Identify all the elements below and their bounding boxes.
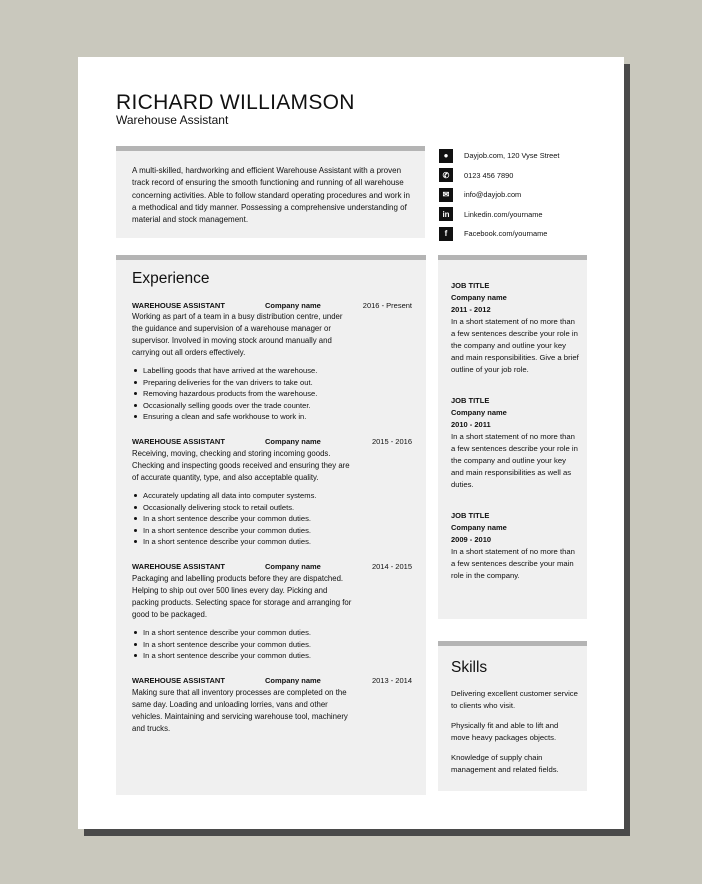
email-icon: ✉: [439, 188, 453, 202]
previous-job-title: JOB TITLE: [451, 281, 490, 290]
job-title: WAREHOUSE ASSISTANT: [132, 676, 225, 686]
duty-item: In a short sentence describe your common duties.: [132, 525, 412, 537]
duty-item: Preparing deliveries for the van drivers to take out.: [132, 377, 412, 389]
job-description: Making sure that all inventory processes are completed on the same day. Loading and unloading lorries, vans and other vehicles. Maintaining and servicing warehouse tool, machinery and trucks.: [132, 687, 348, 733]
contact-text: Dayjob.com, 120 Vyse Street: [464, 151, 560, 161]
previous-job-company: Company name: [451, 293, 507, 302]
previous-job-dates: 2010 - 2011: [451, 420, 491, 429]
job-company: Company name: [265, 437, 321, 447]
job-dates: 2013 - 2014: [371, 676, 412, 686]
duty-item: Occasionally delivering stock to retail outlets.: [132, 502, 412, 514]
job-header: [132, 436, 412, 448]
job-dates: 2014 - 2015: [371, 562, 412, 572]
experience-panel: [116, 255, 426, 795]
previous-job-description: In a short statement of no more than a few sentences describe your role in the company and outline your key and main responsibilities as well as duties.: [451, 432, 578, 489]
job-duties: [132, 627, 412, 662]
job-dates: 2015 - 2016: [371, 437, 412, 447]
previous-job-company: Company name: [451, 523, 507, 532]
previous-job-description: In a short statement of no more than a few sentences describe your main role in the company.: [451, 547, 575, 580]
contact-item: [439, 166, 589, 186]
previous-job-dates: 2011 - 2012: [451, 305, 491, 314]
location-pin-icon: ●: [439, 149, 453, 163]
duty-item: Ensuring a clean and safe workhouse to work in.: [132, 411, 412, 423]
previous-job: [451, 280, 579, 376]
previous-jobs-panel: [438, 255, 587, 619]
job-entry: [132, 436, 412, 548]
duty-item: Accurately updating all data into computer systems.: [132, 490, 412, 502]
phone-icon: ✆: [439, 168, 453, 182]
skill-item: Delivering excellent customer service to clients who visit.: [451, 689, 578, 710]
skill-item: Knowledge of supply chain management and related fields.: [451, 753, 559, 774]
contact-item: [439, 205, 589, 225]
job-entry: [132, 675, 412, 735]
contact-item: [439, 146, 589, 166]
previous-job-description: In a short statement of no more than a few sentences describe your role in the company and outline your key and main responsibilities. Give a brief outline of your job role.: [451, 317, 579, 374]
job-header: [132, 561, 412, 573]
job-title: WAREHOUSE ASSISTANT: [132, 562, 225, 572]
duty-item: In a short sentence describe your common duties.: [132, 627, 412, 639]
summary-panel: [116, 146, 425, 238]
job-duties: [132, 490, 412, 548]
job-company: Company name: [265, 562, 321, 572]
experience-jobs: [132, 299, 412, 735]
contact-text: Linkedin.com/yourname: [464, 209, 543, 219]
job-description: Packaging and labelling products before they are dispatched. Helping to ship out over 500 lines every day. Picking and packing products. Selecting space for storage and arranging for good to be packaged.: [132, 573, 352, 619]
skills-list: [451, 688, 579, 776]
previous-job: [451, 395, 579, 491]
contact-list: [439, 146, 589, 244]
duty-item: In a short sentence describe your common duties.: [132, 536, 412, 548]
contact-text: 0123 456 7890: [464, 170, 514, 180]
job-title: WAREHOUSE ASSISTANT: [132, 300, 225, 310]
previous-job-title: JOB TITLE: [451, 511, 490, 520]
facebook-icon: f: [439, 227, 453, 241]
job-header: [132, 299, 412, 311]
skills-panel: [438, 641, 587, 791]
contact-item: [439, 185, 589, 205]
contact-text: info@dayjob.com: [464, 190, 522, 200]
job-company: Company name: [265, 676, 321, 686]
previous-job-dates: 2009 - 2010: [451, 535, 492, 544]
duty-item: Removing hazardous products from the warehouse.: [132, 388, 412, 400]
job-description: Working as part of a team in a busy distribution centre, under the guidance and supervision of a warehouse manager or supervisor. Involved in moving stock around manually and carrying out all orders effectively.: [132, 312, 343, 357]
job-header: [132, 675, 412, 687]
job-dates: 2016 - Present: [362, 300, 412, 310]
previous-job-title: JOB TITLE: [451, 396, 490, 405]
skills-title: Skills: [451, 659, 488, 676]
job-description: Receiving, moving, checking and storing incoming goods. Checking and inspecting goods received and ensuring they are of accurate quantity, type, and also acceptable quality.: [132, 448, 350, 482]
summary-text: A multi-skilled, hardworking and efficient Warehouse Assistant with a proven track record of ensuring the smooth functioning and running of all warehouse concerning activities. Able to follow standard operating procedures and work in a methodical and tidy manner. Possessing a comprehensive understanding of material and stock management.: [132, 166, 410, 225]
experience-title: Experience: [132, 270, 210, 287]
linkedin-icon: in: [439, 207, 453, 221]
duty-item: In a short sentence describe your common duties.: [132, 639, 412, 651]
job-entry: [132, 299, 412, 423]
skill-item: Physically fit and able to lift and move heavy packages objects.: [451, 721, 559, 742]
duty-item: In a short sentence describe your common duties.: [132, 650, 412, 662]
previous-job-company: Company name: [451, 408, 507, 417]
duty-item: Labelling goods that have arrived at the warehouse.: [132, 365, 412, 377]
contact-item: [439, 224, 589, 244]
duty-item: In a short sentence describe your common duties.: [132, 513, 412, 525]
job-duties: [132, 365, 412, 423]
job-company: Company name: [265, 300, 321, 310]
candidate-name: RICHARD WILLIAMSON: [116, 91, 355, 114]
candidate-role: Warehouse Assistant: [116, 113, 229, 127]
previous-job: [451, 510, 579, 582]
duty-item: Occasionally selling goods over the trade counter.: [132, 400, 412, 412]
job-title: WAREHOUSE ASSISTANT: [132, 437, 225, 447]
contact-text: Facebook.com/yourname: [464, 229, 548, 239]
job-entry: [132, 561, 412, 662]
